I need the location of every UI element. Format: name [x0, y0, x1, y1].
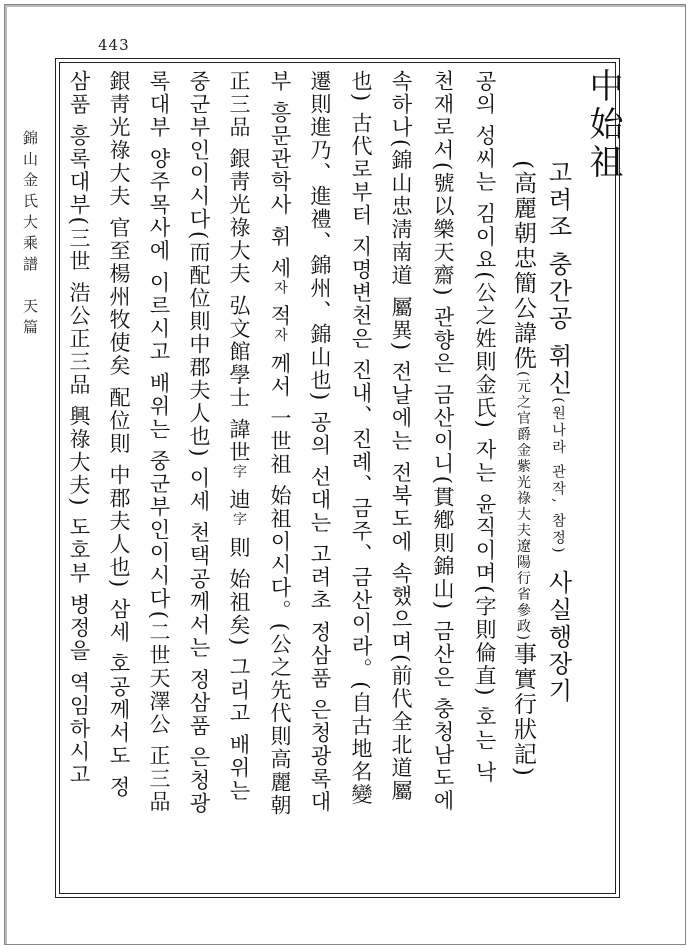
body-line-6-note1: 자 — [272, 280, 288, 297]
body-line-9: 록대부 양주목사에 이르시고 배위는 중군부인이시다(二世天澤公 正三品 — [147, 70, 171, 814]
subtitle-korean — [541, 160, 575, 705]
body-line-6-b: 적 — [268, 296, 292, 328]
chapter-title: 中始祖 — [583, 68, 623, 182]
body-line-7-c: 則 始祖矣) 그리고 배위는 — [227, 527, 251, 803]
body-line-7-a: 正三品 銀靑光祿大夫 弘文館學士 諱世 — [227, 70, 251, 465]
body-line-5: 遷則進乃、進禮、錦州、錦山也) 공의 선대는 고려초 정삼품 은청광록대 — [308, 70, 332, 814]
body-line-7-b: 迪 — [227, 480, 251, 512]
body-line-3: 속하나(錦山忠淸南道 屬異) 전날에는 전북도에 속했으며(前代全北道屬 — [389, 70, 413, 803]
body-line-8: 중군부인이시다(而配位則中郡夫人也) 이세 천택공께서는 정삼품 은청광 — [187, 70, 211, 816]
subtitle-korean-note: (원나라 관작, 참정) — [550, 397, 566, 556]
body-line-6-c: 께서 一世祖 始祖이시다。(公之先代則高麗朝 — [268, 343, 292, 817]
body-line-7 — [222, 70, 256, 803]
subtitle-korean-main: 고려조 충간공 휘신 — [544, 160, 572, 398]
page-number: 443 — [98, 36, 130, 54]
body-line-7-note1: 字 — [231, 464, 247, 481]
body-line-7-note2: 字 — [231, 511, 247, 528]
body-line-11: 삼품 흥록대부(三世 浩公正三品 興祿大夫) 도호부 병정을 역임하시고 — [67, 70, 91, 787]
subtitle-hanja-end: 事實行狀記) — [510, 641, 536, 778]
body-line-6-note2: 자 — [272, 327, 288, 344]
body-line-4: 也) 古代로부터 지명변천은 진내、진례、금주、금산이라。(自古地名變 — [349, 70, 373, 807]
margin-title: 錦山金氏大乘譜 天篇 — [21, 130, 39, 340]
subtitle-korean-end: 사실행장기 — [544, 569, 572, 705]
subtitle-hanja-main: (高麗朝忠簡公諱侁 — [510, 160, 536, 371]
body-line-2: 천재로서(號以樂天齋) 관향은 금산이니(貫鄕則錦山) 금산은 충청남도에 — [431, 70, 455, 813]
body-line-10: 銀靑光祿大夫 官至楊州牧使矣 配位則 中郡夫人也) 삼세 호공께서도 정 — [107, 70, 131, 800]
body-line-1: 공의 성씨는 김이요(公之姓則金氏) 자는 윤직이며(字則倫直) 호는 낙 — [473, 70, 497, 784]
subtitle-hanja-note: (元之官爵金紫光祿大夫遼陽行省參政) — [515, 370, 531, 642]
body-line-6 — [263, 70, 297, 817]
subtitle-hanja — [506, 160, 540, 778]
body-line-6-a: 부 흥문관학사 휘 세 — [268, 70, 292, 281]
